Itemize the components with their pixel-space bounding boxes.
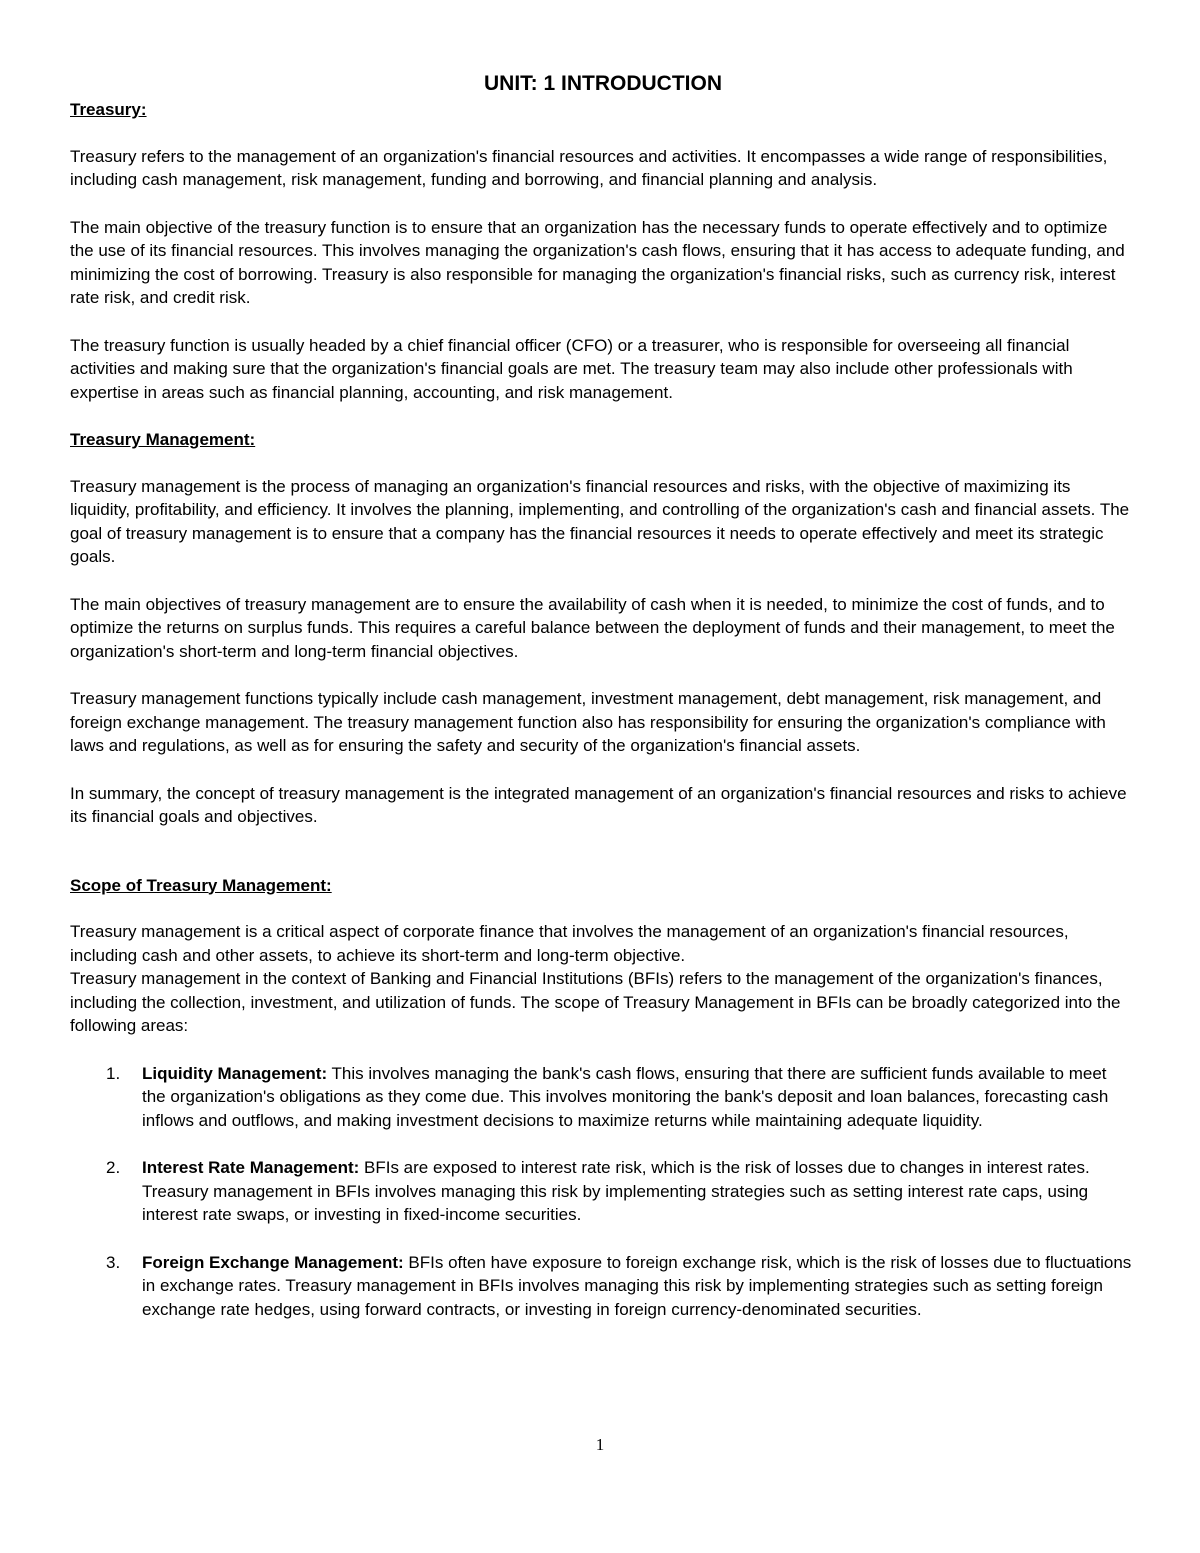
list-item-term: Liquidity Management:	[142, 1063, 328, 1083]
list-item-term: Foreign Exchange Management:	[142, 1252, 404, 1272]
list-item-text: BFIs often have exposure to foreign exchange risk, which is the risk of losses due to fluctuations in exchange rates. Treasury management in BFIs involves managing this risk by implementing strategies such as setting foreign exchange rate hedges, using forward contracts, or investing in foreign currency-denominated securities.	[142, 1252, 1132, 1319]
paragraph: Treasury management in the context of Banking and Financial Institutions (BFIs) refers to the management of the organization's finances, including the collection, investment, and utilization of funds. The scope of Treasury Management in BFIs can be broadly categorized into the following areas:	[70, 969, 1121, 1035]
section-heading-treasury-management: Treasury Management:	[70, 430, 256, 449]
document-page	[70, 70, 1132, 1321]
list-item-term: Interest Rate Management:	[142, 1158, 360, 1177]
list-item-liquidity-management	[70, 1062, 1132, 1133]
scope-areas-list	[70, 1062, 1132, 1322]
paragraph: The main objectives of treasury management are to ensure the availability of cash when it is needed, to minimize the cost of funds, and to optimize the returns on surplus funds. This requires a careful balance between the deployment of funds and their management, to meet the organization's short-term and long-term financial objectives.	[70, 594, 1115, 661]
paragraph: The main objective of the treasury function is to ensure that an organization has the necessary funds to operate effectively and to optimize the use of its financial resources. This involves managing the organization's cash flows, ensuring that it has access to adequate funding, and minimizing the cost of borrowing. Treasury is also responsible for managing the organization's financial risks, such as currency risk, interest rate risk, and credit risk.	[70, 217, 1125, 307]
page-title: UNIT: 1 INTRODUCTION	[484, 72, 722, 95]
paragraph: Treasury management is a critical aspect of corporate finance that involves the management of an organization's financial resources, including cash and other assets, to achieve its short-term and long-term objective.	[70, 922, 1069, 965]
section-heading-treasury: Treasury:	[70, 100, 147, 119]
list-item-number: 2.	[106, 1158, 121, 1177]
page-number: 1	[595, 1435, 605, 1454]
section-heading-scope: Scope of Treasury Management:	[70, 875, 332, 895]
list-item-text: BFIs are exposed to interest rate risk, which is the risk of losses due to changes in interest rates. Treasury management in BFIs involves managing this risk by implementing strategies such as setting interest rate caps, using interest rate swaps, or investing in fixed-income securities.	[142, 1158, 1090, 1224]
list-item-text: This involves managing the bank's cash flows, ensuring that there are sufficient funds available to meet the organization's obligations as they come due. This involves monitoring the bank's deposit and loan balances, forecasting cash inflows and outflows, and making investment decisions to maximize returns while maintaining adequate liquidity.	[142, 1063, 1109, 1130]
list-item-number: 1.	[106, 1063, 121, 1083]
paragraph: In summary, the concept of treasury management is the integrated management of an organization's financial resources and risks to achieve its financial goals and objectives.	[70, 783, 1127, 826]
paragraph: Treasury refers to the management of an organization's financial resources and activities. It encompasses a wide range of responsibilities, including cash management, risk management, funding and borrowing, and financial planning and analysis.	[70, 146, 1108, 189]
paragraph: Treasury management is the process of managing an organization's financial resources and risks, with the objective of maximizing its liquidity, profitability, and efficiency. It involves the planning, implementing, and controlling of the organization's cash and financial assets. The goal of treasury management is to ensure that a company has the financial resources it needs to operate effectively and meet its strategic goals.	[70, 476, 1130, 566]
list-item-number: 3.	[106, 1252, 121, 1272]
paragraph: The treasury function is usually headed by a chief financial officer (CFO) or a treasurer, who is responsible for overseeing all financial activities and making sure that the organization's financial goals are met. The treasury team may also include other professionals with expertise in areas such as financial planning, accounting, and risk management.	[70, 335, 1073, 402]
list-item-interest-rate-management	[70, 1156, 1132, 1227]
paragraph: Treasury management functions typically include cash management, investment management, debt management, risk management, and foreign exchange management. The treasury management function also has responsibility for ensuring the organization's compliance with laws and regulations, as well as for ensuring the safety and security of the organization's financial assets.	[70, 689, 1106, 755]
list-item-foreign-exchange-management	[70, 1251, 1132, 1322]
